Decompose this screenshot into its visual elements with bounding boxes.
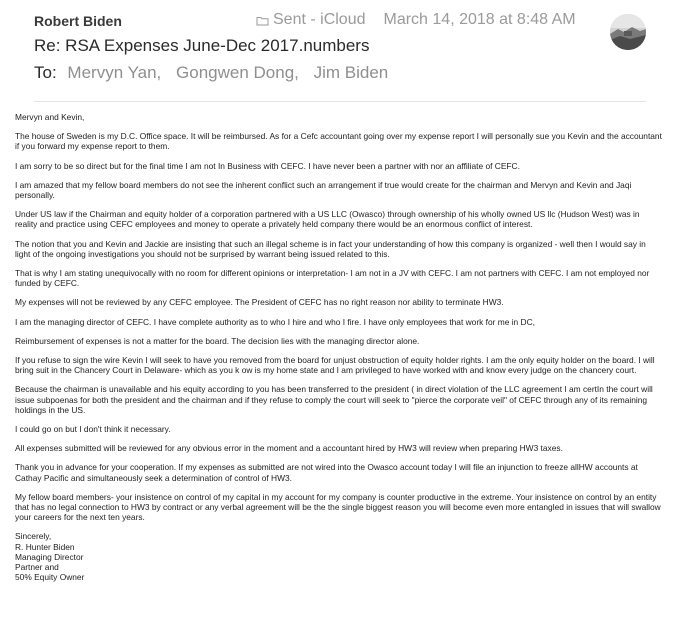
avatar-photo	[610, 14, 646, 50]
body-paragraph: Because the chairman is unavailable and his equity according to you has been transferred to the president ( in direct violation of the LLC agreement I am certIn the court will issue subpoenas for both the president and the chairman and if they refuse to comply the court will seek to "pierce the corporate veil" of CEFC through any of its remaining holdings in the US.	[15, 384, 653, 415]
signature-line: R. Hunter Biden	[15, 541, 75, 552]
recipient-mervyn-yan[interactable]: Mervyn Yan,	[67, 63, 162, 82]
message-date: March 14, 2018 at 8:48 AM	[383, 11, 576, 28]
message-meta	[256, 11, 576, 29]
body-paragraph: I could go on but I don't think it necessary.	[15, 424, 171, 435]
body-paragraph: The notion that you and Kevin and Jackie are insisting that such an illegal scheme is in fact your understanding of how this company is organized - well then I would say in light of the ongoing investigations you should not be surprised by warrant being issued related to this.	[15, 238, 646, 259]
recipient-jim-biden[interactable]: Jim Biden	[313, 63, 389, 82]
body-paragraph: The house of Sweden is my D.C. Office space. It will be reimbursed. As for a Cefc accountant going over my expense report I will personally sue you Kevin and the accountant if you forward my expense report to them.	[15, 131, 662, 152]
signature-line: 50% Equity Owner	[15, 572, 85, 583]
body-paragraph: Reimbursement of expenses is not a matter for the board. The decision lies with the managing director alone.	[15, 335, 420, 346]
mailbox-label[interactable]: Sent - iCloud	[273, 11, 366, 28]
body-paragraph: Under US law if the Chairman and equity holder of a corporation partnered with a US LLC (Owasco) through ownership of his wholly owned US llc (Hudson West) was in reality and practice using CEFC employees and money to operate a privately held company there would be an enormous conflict of interest.	[15, 209, 640, 230]
body-paragraph: My expenses will not be reviewed by any CEFC employee. The President of CEFC has no right reason nor ability to terminate HW3.	[15, 297, 504, 308]
body-paragraph: I am the managing director of CEFC. I have complete authority as to who I hire and who I fire. I have only employees that work for me in DC,	[15, 316, 535, 327]
body-paragraph: My fellow board members- your insistence on control of my capital in my account for my company is counter productive in the extreme. Your insistence on control by an entity that has no legal connection to HW3 by contract or any verbal agreement will be the the single biggest reason you will become even more entangled in issues that will swallow your careers for the next ten years.	[15, 491, 661, 523]
body-paragraph: Thank you in advance for your cooperation. If my expenses as submitted are not wired into the Owasco account today I will file an injunction to freeze allHW accounts at Cathay Pacific and simultaneously seek a determination of control of HW3.	[15, 462, 638, 483]
message-subject: Re: RSA Expenses June-Dec 2017.numbers	[34, 36, 370, 55]
message-body	[15, 112, 663, 583]
recipient-gongwen-dong[interactable]: Gongwen Dong,	[176, 63, 299, 82]
greeting: Mervyn and Kevin,	[15, 112, 85, 122]
message-header	[0, 0, 673, 100]
signature-line: Sincerely,	[15, 531, 52, 542]
to-label: To:	[34, 63, 57, 82]
body-paragraph: If you refuse to sign the wire Kevin I will seek to have you removed from the board for unjust obstruction of equity holder rights. I am the only equity holder on the board. I will bring suit in the Chancery Court in Delaware- which as you k ow is my home state and I am privileged to have worked with and know every judge on the chancery court.	[15, 355, 655, 376]
header-divider	[34, 101, 646, 102]
signature-block	[15, 531, 663, 582]
body-paragraph: I am amazed that my fellow board members do not see the inherent conflict such an arrangement if true would create for the chairman and Mervyn and Kevin and Jaqi personally.	[15, 179, 632, 201]
avatar[interactable]	[610, 14, 646, 50]
body-paragraph: All expenses submitted will be reviewed for any obvious error in the moment and a accountant hired by HW3 will review when preparing HW3 taxes.	[15, 443, 563, 454]
signature-line: Partner and	[15, 562, 59, 573]
signature-line: Managing Director	[15, 551, 84, 562]
folder-icon	[256, 15, 269, 26]
recipients-row	[34, 63, 388, 83]
body-paragraph: That is why I am stating unequivocally with no room for different opinions or interpretation- I am not in a JV with CEFC. I am not partners with CEFC. I am not employed nor funded by CEFC.	[15, 268, 650, 289]
sender-name[interactable]: Robert Biden	[34, 13, 122, 29]
body-paragraph: I am sorry to be so direct but for the final time I am not In Business with CEFC. I have never been a partner with nor an affiliate of CEFC.	[15, 160, 520, 171]
